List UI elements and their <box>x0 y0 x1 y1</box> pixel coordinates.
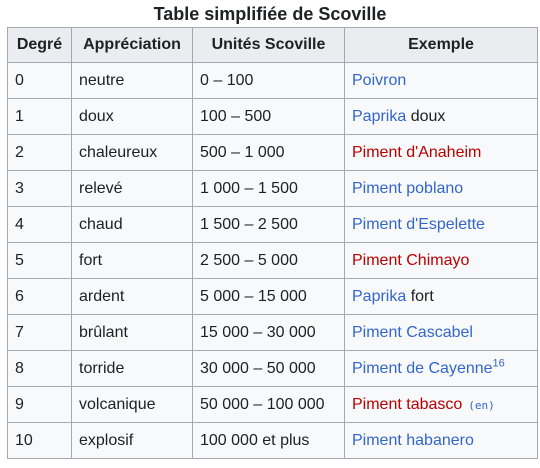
header-row <box>8 28 538 63</box>
cell-exemple <box>345 279 538 315</box>
cell-exemple <box>345 63 538 99</box>
cell-degre: 7 <box>8 315 72 351</box>
example-link[interactable]: Piment habanero <box>352 431 474 449</box>
cell-appreciation: explosif <box>72 423 193 459</box>
cell-appreciation: chaud <box>72 207 193 243</box>
cell-degre: 8 <box>8 351 72 387</box>
table-row <box>8 387 538 423</box>
table-row <box>8 315 538 351</box>
cell-unites: 100 000 et plus <box>193 423 345 459</box>
red-link[interactable]: Piment Chimayo <box>352 251 470 269</box>
table-row <box>8 423 538 459</box>
example-link[interactable]: Poivron <box>352 71 407 89</box>
cell-exemple <box>345 135 538 171</box>
red-link[interactable]: Piment tabasco <box>352 395 463 413</box>
table-row <box>8 63 538 99</box>
table-row <box>8 207 538 243</box>
table-row <box>8 135 538 171</box>
example-text: doux <box>406 107 446 125</box>
header-degre: Degré <box>8 28 72 63</box>
cell-unites: 2 500 – 5 000 <box>193 243 345 279</box>
language-link[interactable]: (en) <box>468 398 495 412</box>
cell-degre: 6 <box>8 279 72 315</box>
header-exemple: Exemple <box>345 28 538 63</box>
cell-appreciation: volcanique <box>72 387 193 423</box>
cell-exemple <box>345 351 538 387</box>
cell-degre: 3 <box>8 171 72 207</box>
cell-unites: 30 000 – 50 000 <box>193 351 345 387</box>
cell-appreciation: doux <box>72 99 193 135</box>
cell-unites: 15 000 – 30 000 <box>193 315 345 351</box>
cell-unites: 50 000 – 100 000 <box>193 387 345 423</box>
reference-link[interactable]: 16 <box>492 357 505 370</box>
cell-appreciation: torride <box>72 351 193 387</box>
table-row <box>8 243 538 279</box>
cell-unites: 500 – 1 000 <box>193 135 345 171</box>
example-link[interactable]: Paprika <box>352 287 407 305</box>
example-link[interactable]: Piment d'Espelette <box>352 215 485 233</box>
cell-exemple <box>345 207 538 243</box>
red-link[interactable]: Piment d'Anaheim <box>352 143 482 161</box>
cell-appreciation: ardent <box>72 279 193 315</box>
cell-degre: 4 <box>8 207 72 243</box>
table-row <box>8 171 538 207</box>
scoville-table <box>7 27 538 459</box>
cell-appreciation: brûlant <box>72 315 193 351</box>
cell-appreciation: relevé <box>72 171 193 207</box>
table-row <box>8 99 538 135</box>
example-link[interactable]: Piment de Cayenne <box>352 359 493 377</box>
cell-exemple <box>345 171 538 207</box>
cell-unites: 0 – 100 <box>193 63 345 99</box>
cell-exemple <box>345 243 538 279</box>
example-link[interactable]: Piment poblano <box>352 179 464 197</box>
cell-unites: 1 000 – 1 500 <box>193 171 345 207</box>
example-link[interactable]: Paprika <box>352 107 407 125</box>
cell-exemple <box>345 423 538 459</box>
cell-appreciation: neutre <box>72 63 193 99</box>
header-appreciation: Appréciation <box>72 28 193 63</box>
cell-degre: 0 <box>8 63 72 99</box>
example-link[interactable]: Piment Cascabel <box>352 323 473 341</box>
cell-degre: 10 <box>8 423 72 459</box>
cell-appreciation: fort <box>72 243 193 279</box>
cell-exemple <box>345 99 538 135</box>
table-caption: Table simplifiée de Scoville <box>153 4 387 24</box>
table-row <box>8 279 538 315</box>
cell-degre: 9 <box>8 387 72 423</box>
table-row <box>8 351 538 387</box>
cell-unites: 1 500 – 2 500 <box>193 207 345 243</box>
header-unites: Unités Scoville <box>193 28 345 63</box>
example-text: fort <box>406 287 434 305</box>
cell-degre: 1 <box>8 99 72 135</box>
cell-unites: 100 – 500 <box>193 99 345 135</box>
cell-degre: 2 <box>8 135 72 171</box>
cell-exemple <box>345 387 538 423</box>
table-body <box>8 63 538 459</box>
cell-appreciation: chaleureux <box>72 135 193 171</box>
cell-unites: 5 000 – 15 000 <box>193 279 345 315</box>
cell-exemple <box>345 315 538 351</box>
cell-degre: 5 <box>8 243 72 279</box>
